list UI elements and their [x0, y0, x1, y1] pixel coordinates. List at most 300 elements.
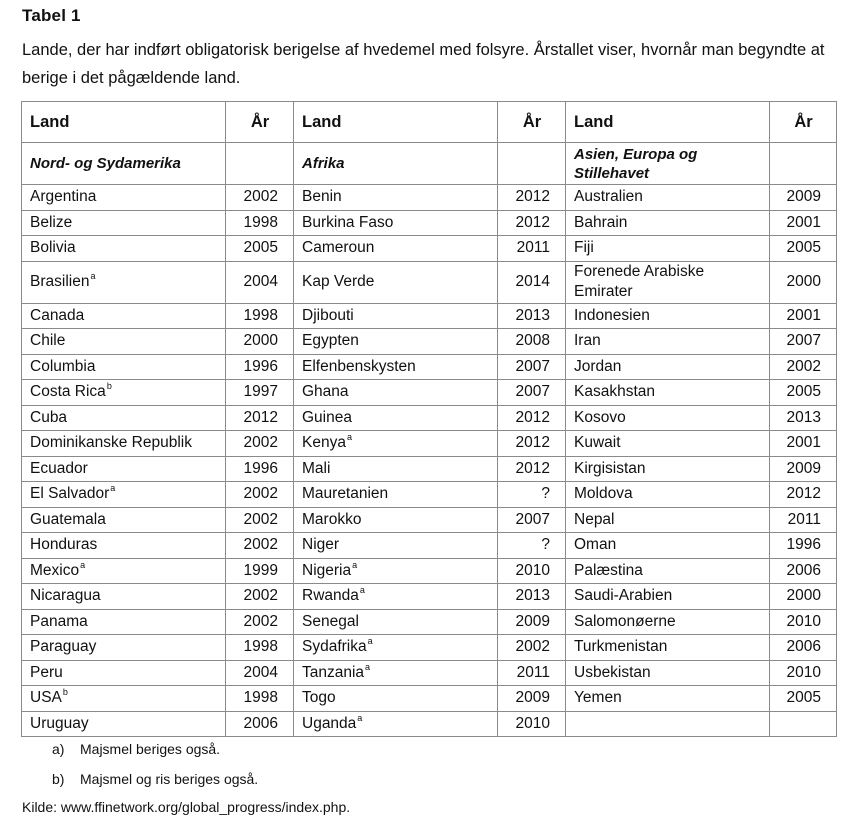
year-value: 2005 — [243, 239, 278, 257]
country-cell — [294, 380, 498, 406]
country-cell — [566, 236, 770, 262]
country-name: Saudi-Arabien — [574, 587, 673, 605]
country-cell — [22, 584, 226, 610]
footnote-marker: a — [110, 483, 116, 494]
table-row — [22, 711, 837, 737]
country-name: Togo — [302, 689, 336, 707]
table-row — [22, 354, 837, 380]
table-row — [22, 533, 837, 559]
country-name: El Salvador — [30, 485, 110, 503]
table-row — [22, 210, 837, 236]
year-cell — [498, 303, 566, 329]
year-cell — [226, 380, 294, 406]
year-cell — [226, 431, 294, 457]
year-cell — [770, 380, 837, 406]
year-cell — [770, 185, 837, 211]
country-cell — [566, 558, 770, 584]
year-value: 1998 — [243, 689, 278, 707]
table-row — [22, 185, 837, 211]
year-value: 2009 — [786, 188, 821, 206]
region-row — [22, 143, 837, 185]
year-cell — [498, 558, 566, 584]
country-name: Elfenbenskysten — [302, 357, 416, 375]
year-value: 2002 — [243, 188, 278, 206]
year-cell — [498, 507, 566, 533]
year-cell — [770, 584, 837, 610]
country-name: USA — [30, 689, 62, 707]
year-cell — [498, 210, 566, 236]
table-row — [22, 236, 837, 262]
country-name: Paraguay — [30, 638, 97, 656]
year-value: 2004 — [243, 663, 278, 681]
country-cell — [566, 261, 770, 303]
year-cell — [226, 261, 294, 303]
country-cell — [22, 482, 226, 508]
year-cell — [226, 686, 294, 712]
year-value: 2009 — [786, 459, 821, 477]
country-name: Guinea — [302, 408, 352, 426]
year-cell — [226, 609, 294, 635]
country-cell — [22, 431, 226, 457]
country-cell — [22, 354, 226, 380]
country-cell — [566, 482, 770, 508]
country-name: Columbia — [30, 357, 96, 375]
year-value: 2012 — [515, 434, 550, 452]
year-cell — [498, 482, 566, 508]
country-cell — [22, 329, 226, 355]
year-cell — [498, 456, 566, 482]
year-cell — [226, 185, 294, 211]
country-name: Bahrain — [574, 213, 628, 231]
footnote-marker: a — [352, 559, 358, 570]
table-row — [22, 609, 837, 635]
country-name: Salomonøerne — [574, 612, 676, 630]
year-cell — [770, 533, 837, 559]
country-name: Benin — [302, 188, 342, 206]
country-name: Yemen — [574, 689, 622, 707]
country-cell — [566, 210, 770, 236]
footnote-b-text: Majsmel og ris beriges også. — [80, 771, 259, 787]
country-cell — [22, 456, 226, 482]
country-cell — [294, 431, 498, 457]
country-cell — [294, 329, 498, 355]
year-value: 2010 — [515, 714, 550, 732]
year-cell — [498, 329, 566, 355]
year-value: 1998 — [243, 638, 278, 656]
table-row — [22, 482, 837, 508]
year-value: 1996 — [243, 459, 278, 477]
country-name: Sydafrika — [302, 638, 367, 656]
year-value: 2009 — [515, 612, 550, 630]
footnote-marker: a — [80, 559, 86, 570]
footnote-a — [52, 741, 220, 757]
country-name: Indonesien — [574, 306, 650, 324]
country-name: Usbekistan — [574, 663, 651, 681]
country-cell — [566, 686, 770, 712]
year-value: 2002 — [243, 587, 278, 605]
country-name: Oman — [574, 536, 617, 554]
year-value: 2002 — [243, 485, 278, 503]
year-value: 2002 — [515, 638, 550, 656]
country-cell — [294, 686, 498, 712]
year-value: 2010 — [786, 612, 821, 630]
year-cell — [770, 261, 837, 303]
country-cell — [22, 660, 226, 686]
country-name: Egypten — [302, 332, 359, 350]
country-name: Argentina — [30, 188, 97, 206]
country-cell — [22, 303, 226, 329]
country-name: Kosovo — [574, 408, 626, 426]
country-cell — [22, 686, 226, 712]
country-name: Peru — [30, 663, 63, 681]
year-cell — [226, 236, 294, 262]
country-cell — [294, 185, 498, 211]
year-value: 1998 — [243, 306, 278, 324]
footnote-marker: a — [357, 712, 363, 723]
year-cell — [226, 711, 294, 737]
country-name: Guatemala — [30, 510, 106, 528]
country-cell — [294, 405, 498, 431]
year-value: 2002 — [243, 536, 278, 554]
country-name: Uruguay — [30, 714, 89, 732]
country-name: Tanzania — [302, 663, 365, 681]
year-value: 2012 — [786, 485, 821, 503]
header-year-2: År — [498, 102, 566, 143]
year-value: 2002 — [243, 612, 278, 630]
country-cell — [566, 380, 770, 406]
year-cell — [498, 609, 566, 635]
country-cell — [566, 507, 770, 533]
country-name: Cuba — [30, 408, 68, 426]
country-cell — [294, 303, 498, 329]
year-value: 1996 — [786, 536, 821, 554]
year-value: 2000 — [786, 587, 821, 605]
country-cell — [22, 609, 226, 635]
year-cell — [498, 686, 566, 712]
year-value: 2012 — [243, 408, 278, 426]
year-cell — [226, 329, 294, 355]
country-name: Panama — [30, 612, 88, 630]
year-cell — [226, 660, 294, 686]
table-row — [22, 303, 837, 329]
region-americas: Nord- og Sydamerika — [22, 143, 226, 185]
year-value: 2007 — [786, 332, 821, 350]
year-cell — [498, 380, 566, 406]
country-cell — [22, 236, 226, 262]
country-cell — [22, 380, 226, 406]
year-value: 2002 — [243, 510, 278, 528]
country-name: Iran — [574, 332, 601, 350]
country-cell — [22, 558, 226, 584]
header-land-3: Land — [566, 102, 770, 143]
country-cell — [294, 507, 498, 533]
country-name: Kuwait — [574, 434, 621, 452]
year-cell — [498, 405, 566, 431]
country-name: Ecuador — [30, 459, 88, 477]
year-cell — [770, 660, 837, 686]
year-value: 2007 — [515, 357, 550, 375]
year-value: 1997 — [243, 383, 278, 401]
year-cell — [770, 635, 837, 661]
table-row — [22, 380, 837, 406]
year-value: 2012 — [515, 188, 550, 206]
year-cell — [770, 609, 837, 635]
country-cell — [294, 482, 498, 508]
country-name: Turkmenistan — [574, 638, 668, 656]
table-row — [22, 686, 837, 712]
footnote-marker: a — [365, 661, 371, 672]
header-year-1: År — [226, 102, 294, 143]
year-value: 2008 — [515, 332, 550, 350]
header-land-1: Land — [22, 102, 226, 143]
table-row — [22, 456, 837, 482]
country-cell — [566, 303, 770, 329]
year-value: 2005 — [786, 239, 821, 257]
year-value: 2006 — [786, 638, 821, 656]
country-cell — [566, 660, 770, 686]
year-cell — [226, 456, 294, 482]
year-value: 2013 — [786, 408, 821, 426]
source-note: Kilde: www.ffinetwork.org/global_progress/index.php. — [22, 799, 351, 815]
footnote-marker: b — [106, 381, 112, 392]
region-africa: Afrika — [294, 143, 498, 185]
footnote-a-key: a) — [52, 741, 65, 757]
year-value: 2002 — [243, 434, 278, 452]
year-cell — [498, 431, 566, 457]
country-cell — [22, 635, 226, 661]
year-value: 2012 — [515, 408, 550, 426]
year-cell — [226, 210, 294, 236]
year-cell — [226, 635, 294, 661]
country-name: Palæstina — [574, 561, 643, 579]
year-value: 1998 — [243, 213, 278, 231]
year-value: 2007 — [515, 510, 550, 528]
year-value: 2001 — [786, 434, 821, 452]
year-cell — [770, 210, 837, 236]
footnote-marker: a — [359, 585, 365, 596]
country-cell — [22, 405, 226, 431]
year-value: 2001 — [786, 306, 821, 324]
region-asia-europe-pacific: Asien, Europa og Stillehavet — [566, 143, 770, 185]
year-cell — [770, 405, 837, 431]
header-land-2: Land — [294, 102, 498, 143]
year-value: 2001 — [786, 213, 821, 231]
country-name: Brasilien — [30, 273, 90, 290]
year-value: 2007 — [515, 383, 550, 401]
country-cell — [294, 354, 498, 380]
country-name: Honduras — [30, 536, 98, 554]
year-value: ? — [541, 536, 550, 554]
year-cell — [770, 558, 837, 584]
year-value: 1999 — [243, 561, 278, 579]
fortification-table — [21, 101, 837, 737]
footnote-marker: a — [367, 636, 373, 647]
year-value: 2013 — [515, 587, 550, 605]
year-value: ? — [541, 485, 550, 503]
country-cell — [22, 533, 226, 559]
country-cell — [566, 609, 770, 635]
country-cell — [22, 261, 226, 303]
year-cell — [226, 482, 294, 508]
year-cell — [770, 686, 837, 712]
year-cell — [226, 558, 294, 584]
table-row — [22, 329, 837, 355]
country-name: Niger — [302, 536, 340, 554]
country-cell — [566, 533, 770, 559]
country-cell — [294, 584, 498, 610]
country-cell — [566, 431, 770, 457]
header-year-3: År — [770, 102, 837, 143]
year-value: 2010 — [786, 663, 821, 681]
year-cell — [226, 303, 294, 329]
country-cell — [566, 354, 770, 380]
year-cell — [498, 635, 566, 661]
year-value: 2011 — [516, 239, 550, 257]
country-name: Australien — [574, 188, 643, 206]
country-cell — [566, 456, 770, 482]
country-cell — [294, 660, 498, 686]
year-value: 2005 — [786, 383, 821, 401]
country-name: Jordan — [574, 357, 622, 375]
country-name: Uganda — [302, 714, 357, 732]
country-name: Nepal — [574, 510, 615, 528]
year-cell — [226, 405, 294, 431]
country-name: Bolivia — [30, 239, 76, 257]
year-value: 2014 — [515, 273, 550, 290]
country-name: Fiji — [574, 239, 594, 257]
year-cell — [770, 482, 837, 508]
table-row — [22, 261, 837, 303]
country-cell — [294, 711, 498, 737]
footnote-b-key: b) — [52, 771, 65, 787]
country-cell — [22, 507, 226, 533]
country-cell — [294, 635, 498, 661]
country-cell — [294, 533, 498, 559]
country-name: Cameroun — [302, 239, 375, 257]
country-name: Moldova — [574, 485, 633, 503]
table-title: Tabel 1 — [22, 6, 81, 25]
table-row — [22, 507, 837, 533]
country-name: Mexico — [30, 561, 80, 579]
year-cell — [770, 303, 837, 329]
year-value: 2000 — [243, 332, 278, 350]
country-name: Costa Rica — [30, 383, 106, 401]
table-row — [22, 405, 837, 431]
country-name: Kap Verde — [302, 273, 375, 290]
region-empty-cell — [498, 143, 566, 185]
country-cell — [294, 236, 498, 262]
year-cell — [498, 236, 566, 262]
country-name: Mali — [302, 459, 331, 477]
year-cell — [498, 584, 566, 610]
region-empty-cell — [770, 143, 837, 185]
year-value: 2010 — [515, 561, 550, 579]
country-name: Kasakhstan — [574, 383, 655, 401]
country-cell — [294, 609, 498, 635]
year-value: 2000 — [786, 273, 821, 290]
year-value: 2012 — [515, 213, 550, 231]
country-cell — [566, 635, 770, 661]
year-cell — [226, 354, 294, 380]
country-name: Forenede Arabiske Emirater — [574, 263, 705, 300]
country-name: Burkina Faso — [302, 213, 394, 231]
country-cell — [22, 711, 226, 737]
year-value: 1996 — [243, 357, 278, 375]
footnote-a-text: Majsmel beriges også. — [80, 741, 221, 757]
country-cell — [566, 711, 770, 737]
table-row — [22, 584, 837, 610]
country-cell — [22, 210, 226, 236]
year-value: 2011 — [516, 663, 550, 681]
table-row — [22, 431, 837, 457]
year-cell — [770, 711, 837, 737]
year-value: 2004 — [243, 273, 278, 290]
year-cell — [770, 354, 837, 380]
country-name: Canada — [30, 306, 85, 324]
table-caption: Lande, der har indført obligatorisk berigelse af hvedemel med folsyre. Årstallet viser, hvornår man begyndte at berige i det pågældende land. — [22, 41, 825, 87]
year-cell — [770, 329, 837, 355]
country-cell — [566, 185, 770, 211]
year-cell — [770, 507, 837, 533]
footnote-b — [52, 771, 258, 787]
year-cell — [770, 456, 837, 482]
country-name: Belize — [30, 213, 73, 231]
country-name: Kirgisistan — [574, 459, 646, 477]
year-cell — [498, 533, 566, 559]
country-cell — [566, 584, 770, 610]
year-value: 2005 — [786, 689, 821, 707]
country-name: Chile — [30, 332, 66, 350]
year-value: 2013 — [515, 306, 550, 324]
country-name: Marokko — [302, 510, 362, 528]
country-name: Nicaragua — [30, 587, 101, 605]
country-name: Kenya — [302, 434, 346, 452]
year-cell — [226, 507, 294, 533]
country-cell — [294, 558, 498, 584]
year-value: 2009 — [515, 689, 550, 707]
country-name: Dominikanske Republik — [30, 434, 192, 452]
country-cell — [294, 210, 498, 236]
year-cell — [498, 185, 566, 211]
country-name: Mauretanien — [302, 485, 389, 503]
country-name: Senegal — [302, 612, 359, 630]
year-value: 2006 — [243, 714, 278, 732]
header-row — [22, 102, 837, 143]
table-row — [22, 660, 837, 686]
year-cell — [498, 711, 566, 737]
country-name: Rwanda — [302, 587, 359, 605]
year-cell — [226, 533, 294, 559]
footnote-marker: a — [346, 432, 352, 443]
year-cell — [498, 660, 566, 686]
year-value: 2011 — [787, 510, 821, 528]
country-name: Nigeria — [302, 561, 352, 579]
table-row — [22, 558, 837, 584]
country-cell — [294, 261, 498, 303]
country-cell — [22, 185, 226, 211]
year-cell — [226, 584, 294, 610]
region-empty-cell — [226, 143, 294, 185]
year-cell — [498, 261, 566, 303]
country-name: Djibouti — [302, 306, 354, 324]
country-cell — [294, 456, 498, 482]
year-value: 2006 — [786, 561, 821, 579]
year-value: 2002 — [786, 357, 821, 375]
country-cell — [566, 329, 770, 355]
country-cell — [566, 405, 770, 431]
footnote-marker: a — [90, 270, 96, 281]
footnote-marker: b — [62, 687, 68, 698]
